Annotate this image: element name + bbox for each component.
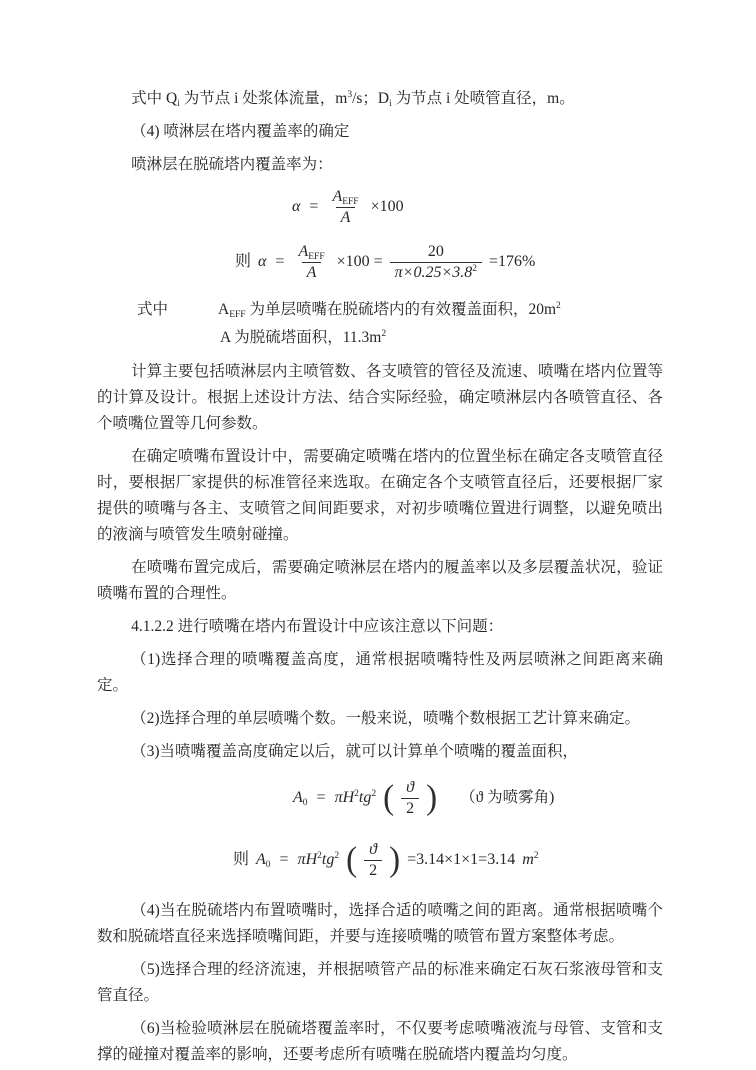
- math-variable-a0: $A_0$: [293, 789, 308, 808]
- section-heading-4: （4) 喷淋层在塔内覆盖率的确定: [131, 123, 350, 140]
- equals-sign: =: [309, 198, 319, 215]
- note-label: 式中: [137, 301, 169, 318]
- paragraph-nozzle-position-design: 在确定喷嘴布置设计中，需要确定喷嘴在塔内的位置坐标在确定各支喷管直径时，要根据厂家提供的标准管径来选取。在确定各个支喷管直径后，还要根据厂家提供的喷嘴与各主、支喷管之间间距要求，对初步喷嘴位置进行调整，以避免喷出的液滴与喷管发生喷射碰撞。: [97, 448, 663, 543]
- list-item-6: （6)当检验喷淋层在脱硫塔覆盖率时，不仅要考虑喷嘴液流与母管、支管和支撑的碰撞对覆盖率的影响，还要考虑所有喷嘴在脱硫塔内覆盖均匀度。: [97, 1020, 663, 1063]
- math-unit: $m^2$: [522, 851, 539, 868]
- list-item-5: （5)选择合理的经济流速，并根据喷管产品的标准来确定石灰石浆液母管和支管直径。: [97, 961, 663, 1004]
- formula-single-nozzle-coverage-calculation: [233, 834, 663, 886]
- formula-result: =3.14×1×1=3.14: [407, 851, 516, 868]
- fraction: [401, 779, 419, 818]
- left-parenthesis: (: [346, 840, 358, 879]
- fraction-denominator: A: [336, 207, 356, 227]
- fraction-denominator: 2: [401, 798, 419, 818]
- list-item-1: （1)选择合理的喷嘴覆盖高度，通常根据喷嘴特性及两层喷淋之间距离来确定。: [97, 651, 663, 694]
- left-parenthesis: (: [383, 778, 395, 817]
- formula-coverage-rate-definition: [292, 185, 663, 229]
- paragraph-coverage-verification: 在喷嘴布置完成后，需要确定喷淋层在塔内的履盖率以及多层覆盖状况，验证喷嘴布置的合理性。: [97, 559, 663, 602]
- page-content: [97, 86, 663, 1070]
- section-heading-4122: 4.1.2.2 进行喷嘴在塔内布置设计中应该注意以下问题：: [131, 618, 504, 635]
- fraction: [390, 243, 482, 282]
- list-item-4: （4)当在脱硫塔内布置喷嘴时，选择合适的喷嘴之间的距离。通常根据喷嘴个数和脱硫塔直径来选择喷嘴间距，并要与连接喷嘴的喷管布置方案整体考虑。: [97, 902, 663, 945]
- fraction-denominator: 2: [364, 860, 382, 880]
- formula-middle: ×100 =: [336, 253, 383, 270]
- list-item-2: （2)选择合理的单层喷嘴个数。一般来说，喷嘴个数根据工艺计算来确定。: [131, 710, 641, 727]
- equals-sign: =: [275, 253, 285, 270]
- symbol-definition-line: 式中 $Q_i$ 为节点 i 处浆体流量，$m^3/s$；$D_i$ 为节点 i 处喷管直径，m。: [131, 90, 575, 109]
- math-variable-a0: $A_0$: [256, 851, 271, 870]
- coverage-rate-intro: 喷淋层在脱硫塔内覆盖率为：: [131, 156, 333, 173]
- formula-single-nozzle-coverage: [293, 772, 663, 824]
- formula-tail: ×100: [370, 198, 404, 215]
- paragraph-calculation-scope: 计算主要包括喷淋层内主喷管数、各支喷管的管径及流速、喷嘴在塔内位置等的计算及设计。根据上述设计方法、结合实际经验，确定喷淋层内各喷管直径、各个喷嘴位置等几何参数。: [97, 363, 663, 432]
- fraction: [293, 243, 329, 282]
- formula-result: =176%: [489, 253, 536, 270]
- list-item-3: （3)当喷嘴覆盖高度确定以后，就可以计算单个喷嘴的覆盖面积，: [131, 743, 579, 760]
- fraction-numerator: 20: [427, 242, 444, 260]
- note-text: $A_{EFF}$ 为单层喷嘴在脱硫塔内的有效覆盖面积，$20m^2$: [218, 301, 561, 320]
- right-parenthesis: ): [426, 778, 438, 817]
- math-variable-alpha: α: [258, 253, 267, 270]
- formula-prefix: 则: [233, 851, 250, 868]
- fraction-numerator: $A_{EFF}$: [332, 187, 359, 207]
- formula-coverage-rate-calculation: [235, 238, 663, 286]
- fraction-numerator: $A_{EFF}$: [298, 242, 325, 262]
- fraction-numerator: ϑ: [369, 840, 378, 858]
- fraction: [364, 841, 382, 880]
- formula-note-aeff: [97, 297, 663, 323]
- math-term: $\pi H^2tg^2$: [297, 851, 340, 868]
- equals-sign: =: [316, 789, 326, 806]
- fraction-denominator: A: [302, 262, 322, 282]
- equals-sign: =: [279, 851, 289, 868]
- right-parenthesis: ): [389, 840, 401, 879]
- math-term: $\pi H^2tg^2$: [334, 789, 377, 806]
- fraction-numerator: ϑ: [406, 778, 415, 796]
- formula-note-area: A 为脱硫塔面积，$11.3m^2$: [220, 329, 387, 346]
- formula-prefix: 则: [235, 253, 252, 270]
- formula-annotation: （ϑ 为喷雾角): [460, 789, 555, 806]
- fraction: [327, 188, 363, 227]
- fraction-denominator: $\pi\times 0.25\times 3.8^2$: [390, 262, 482, 282]
- math-variable-alpha: α: [292, 198, 301, 215]
